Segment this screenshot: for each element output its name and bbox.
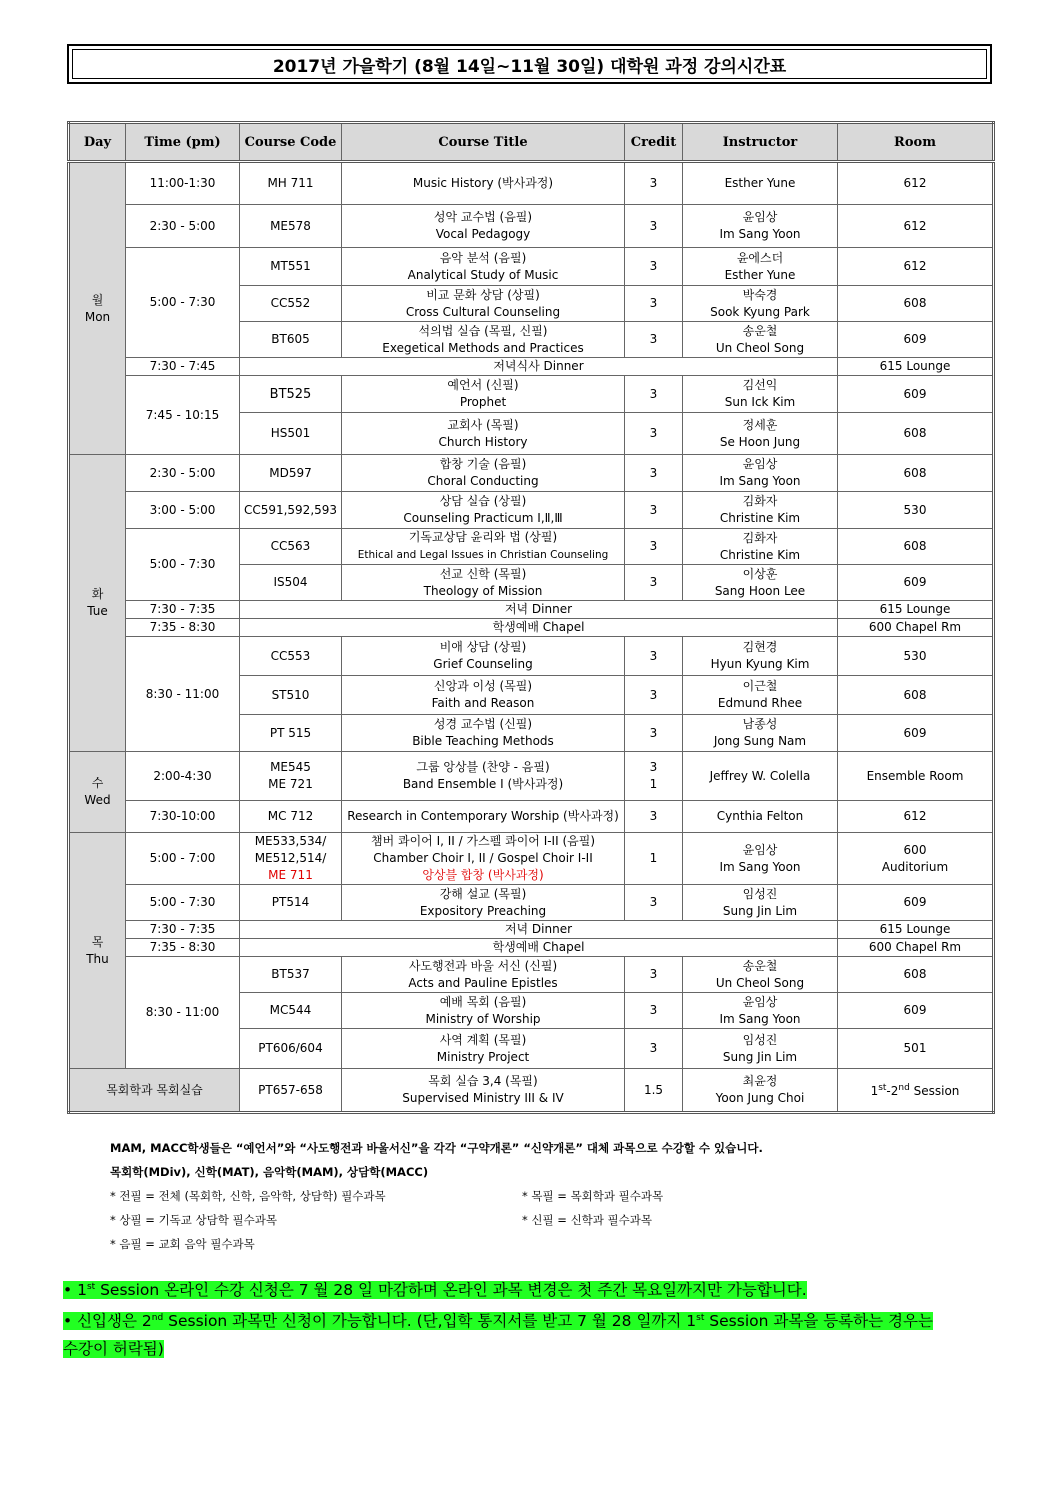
title-en: Exegetical Methods and Practices — [382, 340, 584, 355]
time-cell: 2:30 - 5:00 — [126, 455, 240, 492]
instructor-ko: 임성진 — [742, 1032, 778, 1047]
instructor-cell — [683, 529, 838, 565]
credit-cell: 3 — [625, 162, 683, 205]
time-cell: 8:30 - 11:00 — [126, 637, 240, 752]
header-row — [69, 123, 994, 162]
title-en: Bible Teaching Methods — [412, 734, 554, 748]
instructor-en: Jong Sung Nam — [713, 734, 807, 748]
room-cell: 615 Lounge — [838, 601, 994, 619]
title-cell — [342, 455, 625, 492]
code-line: ME533,534/ — [254, 834, 327, 848]
table-row-practicum — [69, 1069, 994, 1113]
highlight-line-1 — [63, 1273, 933, 1304]
table-row — [69, 162, 994, 205]
hl-text: • 신입생은 2 — [63, 1312, 152, 1331]
room-cell: 600 Chapel Rm — [838, 619, 994, 637]
room-cell: Ensemble Room — [838, 752, 994, 801]
instructor-ko: 임성진 — [742, 886, 778, 901]
break-label: 저녁식사 Dinner — [240, 358, 838, 376]
room-cell: 609 — [838, 715, 994, 752]
credit-cell: 3 — [625, 801, 683, 833]
title-cell — [342, 957, 625, 993]
time-cell: 5:00 - 7:30 — [126, 248, 240, 358]
instructor-cell — [683, 565, 838, 601]
table-row — [69, 455, 994, 492]
day-en: Tue — [87, 604, 108, 618]
instructor-cell: Cynthia Felton — [683, 801, 838, 833]
title-cell — [342, 676, 625, 715]
instructor-cell — [683, 637, 838, 676]
title-ko: 합창 기술 (음필) — [439, 457, 527, 471]
title-red: 앙상블 합창 (박사과정) — [422, 868, 544, 882]
instructor-cell — [683, 1069, 838, 1113]
time-cell: 7:35 - 8:30 — [126, 619, 240, 637]
title-en: Chamber Choir I, II / Gospel Choir I-II — [373, 851, 593, 865]
credit-cell: 3 — [625, 885, 683, 921]
instructor-ko: 윤임상 — [742, 210, 778, 224]
header-room: Room — [838, 123, 994, 162]
code-cell: BT537 — [240, 957, 342, 993]
instructor-cell — [683, 286, 838, 322]
title-ko: 강해 설교 (목필) — [439, 886, 527, 901]
notes-section — [110, 1140, 910, 1260]
code-cell: IS504 — [240, 565, 342, 601]
room-line: Auditorium — [881, 859, 949, 874]
instructor-ko: 박숙경 — [742, 287, 778, 302]
code-cell: ST510 — [240, 676, 342, 715]
time-cell: 7:45 - 10:15 — [126, 376, 240, 455]
day-ko: 목 — [91, 934, 104, 949]
room-cell: 615 Lounge — [838, 921, 994, 939]
credit-cell: 3 — [625, 957, 683, 993]
time-cell: 8:30 - 11:00 — [126, 957, 240, 1069]
instructor-en: Sun Ick Kim — [724, 395, 796, 409]
time-cell: 5:00 - 7:00 — [126, 833, 240, 885]
header-day: Day — [69, 123, 126, 162]
room-part: 1 — [870, 1084, 879, 1098]
title-en: Faith and Reason — [431, 696, 535, 710]
table-row — [69, 885, 994, 921]
instructor-cell: Jeffrey W. Colella — [683, 752, 838, 801]
room-cell — [838, 1069, 994, 1113]
title-en: Counseling Practicum I,Ⅱ,Ⅲ — [403, 511, 563, 525]
title-ko: 목회 실습 3,4 (목필) — [428, 1074, 538, 1088]
code-cell: HS501 — [240, 413, 342, 455]
code-cell: BT525 — [240, 376, 342, 413]
code-line: ME545 — [270, 760, 311, 774]
credit-cell: 3 — [625, 286, 683, 322]
title-ko: 예언서 (신필) — [447, 378, 519, 392]
hl-text: Session 과목을 등록하는 경우는 — [704, 1312, 933, 1331]
room-cell: 609 — [838, 993, 994, 1029]
schedule-table — [67, 121, 995, 1114]
highlight-line-3 — [63, 1335, 933, 1363]
code-line: ME512,514/ — [254, 851, 327, 865]
credit-cell: 3 — [625, 376, 683, 413]
code-cell: PT 515 — [240, 715, 342, 752]
title-en: Vocal Pedagogy — [435, 227, 531, 241]
title-ko: 교회사 (목필) — [447, 417, 519, 432]
instructor-en: Un Cheol Song — [715, 340, 805, 355]
time-cell: 7:30-10:00 — [126, 801, 240, 833]
instructor-cell — [683, 322, 838, 358]
title-en: Theology of Mission — [423, 583, 543, 598]
room-line: 600 — [903, 842, 927, 857]
hl-text: Session 과목만 신청이 가능합니다. (단,입학 통지서를 받고 7 월 28 일까지 1 — [163, 1312, 697, 1331]
room-cell: 609 — [838, 322, 994, 358]
instructor-cell — [683, 957, 838, 993]
code-cell: ME578 — [240, 205, 342, 248]
title-cell — [342, 565, 625, 601]
header-instructor: Instructor — [683, 123, 838, 162]
day-en: Mon — [84, 309, 111, 324]
instructor-en: Sang Hoon Lee — [714, 583, 806, 598]
day-en: Wed — [84, 793, 111, 807]
room-cell: 608 — [838, 676, 994, 715]
credit-cell: 3 — [625, 248, 683, 286]
break-label: 저녁 Dinner — [240, 921, 838, 939]
credit-cell: 3 — [625, 529, 683, 565]
instructor-ko: 윤에스더 — [736, 250, 784, 265]
room-cell: 608 — [838, 413, 994, 455]
header-time: Time (pm) — [126, 123, 240, 162]
title-ko: 선교 신학 (목필) — [439, 566, 527, 581]
title-ko: 성악 교수법 (음필) — [433, 210, 533, 224]
page-title: 2017년 가을학기 (8월 14일~11월 30일) 대학원 과정 강의시간표 — [72, 49, 987, 79]
instructor-ko: 윤임상 — [742, 842, 778, 857]
instructor-en: Im Sang Yoon — [719, 1011, 801, 1026]
credit-line: 3 — [649, 760, 658, 774]
code-cell — [240, 752, 342, 801]
title-cell — [342, 286, 625, 322]
note-item: * 음필 = 교회 음악 필수과목 — [110, 1237, 255, 1251]
header-credit: Credit — [625, 123, 683, 162]
hl-text: • 1 — [63, 1281, 87, 1300]
instructor-ko: 송운철 — [742, 958, 778, 973]
title-cell — [342, 248, 625, 286]
title-cell — [342, 752, 625, 801]
title-en: Supervised Ministry III & IV — [402, 1091, 564, 1105]
title-box — [67, 44, 992, 84]
highlight-notice — [63, 1273, 933, 1363]
table-row — [69, 637, 994, 676]
title-cell — [342, 885, 625, 921]
title-cell — [342, 492, 625, 529]
room-sup: st — [878, 1083, 887, 1093]
table-row — [69, 752, 994, 801]
instructor-ko: 이상훈 — [742, 566, 778, 581]
title-en: Ethical and Legal Issues in Christian Counseling — [357, 549, 609, 561]
title-ko: 챔버 콰이어 I, II / 가스펠 콰이어 I-II (음필) — [371, 834, 595, 848]
title-ko: 신앙과 이성 (목필) — [433, 679, 533, 693]
note-item: * 전필 = 전체 (목회학, 신학, 음악학, 상담학) 필수과목 — [110, 1189, 386, 1203]
instructor-cell — [683, 993, 838, 1029]
table-row — [69, 248, 994, 286]
instructor-cell — [683, 248, 838, 286]
hl-sup: st — [86, 1282, 96, 1292]
title-ko: 음악 분석 (음필) — [439, 250, 527, 265]
time-cell: 2:30 - 5:00 — [126, 205, 240, 248]
header-course-title: Course Title — [342, 123, 625, 162]
title-cell — [342, 205, 625, 248]
note-row — [110, 1188, 910, 1204]
code-cell: PT514 — [240, 885, 342, 921]
instructor-ko: 이근철 — [742, 679, 778, 693]
instructor-en: Se Hoon Jung — [719, 434, 801, 449]
title-ko: 비애 상담 (상필) — [439, 640, 527, 654]
hl-text: 수강이 허락됨) — [63, 1340, 164, 1359]
instructor-ko: 김화자 — [742, 530, 778, 545]
room-cell: 615 Lounge — [838, 358, 994, 376]
instructor-cell — [683, 376, 838, 413]
code-cell: MC544 — [240, 993, 342, 1029]
time-cell: 7:35 - 8:30 — [126, 939, 240, 957]
table-row — [69, 957, 994, 993]
instructor-ko: 윤임상 — [742, 457, 778, 471]
title-cell — [342, 833, 625, 885]
credit-cell: 3 — [625, 715, 683, 752]
title-ko: 예배 목회 (음필) — [439, 994, 527, 1009]
title-en: Ministry of Worship — [425, 1011, 541, 1026]
title-en: Acts and Pauline Epistles — [408, 975, 558, 990]
practicum-label: 목회학과 목회실습 — [69, 1069, 240, 1113]
code-cell — [240, 833, 342, 885]
instructor-en: Sung Jin Lim — [722, 903, 798, 918]
credit-cell: 3 — [625, 637, 683, 676]
instructor-ko: 정세훈 — [742, 417, 778, 432]
title-cell — [342, 993, 625, 1029]
day-cell-thu — [69, 833, 126, 1069]
day-cell-wed — [69, 752, 126, 833]
credit-cell: 3 — [625, 565, 683, 601]
table-row — [69, 376, 994, 413]
credit-cell: 3 — [625, 993, 683, 1029]
title-en: Ministry Project — [436, 1049, 530, 1064]
instructor-cell — [683, 413, 838, 455]
instructor-cell — [683, 492, 838, 529]
title-cell — [342, 376, 625, 413]
instructor-ko: 김화자 — [742, 494, 778, 508]
title-cell — [342, 413, 625, 455]
instructor-en: Yoon Jung Choi — [715, 1091, 805, 1105]
instructor-en: Im Sang Yoon — [719, 474, 801, 488]
room-cell: 530 — [838, 492, 994, 529]
code-line: ME 721 — [268, 777, 313, 791]
code-cell: BT605 — [240, 322, 342, 358]
room-cell: 530 — [838, 637, 994, 676]
code-cell: MD597 — [240, 455, 342, 492]
time-cell: 5:00 - 7:30 — [126, 885, 240, 921]
note-item: * 상필 = 기독교 상담학 필수과목 — [110, 1213, 277, 1227]
room-cell: 608 — [838, 286, 994, 322]
instructor-cell — [683, 205, 838, 248]
title-ko: 석의법 실습 (목필, 신필) — [418, 323, 548, 338]
room-cell: 612 — [838, 248, 994, 286]
instructor-en: Hyun Kyung Kim — [710, 657, 810, 671]
day-cell-mon — [69, 162, 126, 455]
code-cell: MT551 — [240, 248, 342, 286]
instructor-ko: 남종성 — [742, 717, 778, 731]
instructor-cell — [683, 676, 838, 715]
room-cell: 609 — [838, 885, 994, 921]
instructor-cell — [683, 1029, 838, 1069]
instructor-cell: Esther Yune — [683, 162, 838, 205]
instructor-en: Im Sang Yoon — [719, 859, 801, 874]
header-course-code: Course Code — [240, 123, 342, 162]
title-cell — [342, 322, 625, 358]
day-ko: 화 — [91, 587, 104, 601]
credit-cell: 3 — [625, 455, 683, 492]
day-cell-tue — [69, 455, 126, 752]
break-label: 저녁 Dinner — [240, 601, 838, 619]
hl-sup: nd — [151, 1313, 164, 1324]
break-label: 학생예배 Chapel — [240, 939, 838, 957]
note-line: 목회학(MDiv), 신학(MAT), 음악학(MAM), 상담학(MACC) — [110, 1165, 429, 1179]
code-cell: CC553 — [240, 637, 342, 676]
instructor-ko: 송운철 — [742, 323, 778, 338]
note-row — [110, 1212, 910, 1228]
instructor-en: Esther Yune — [724, 267, 796, 282]
title-ko: 그룹 앙상블 (찬양 - 음필) — [416, 760, 550, 774]
highlight-line-2 — [63, 1304, 933, 1335]
instructor-ko: 최윤정 — [742, 1074, 778, 1088]
instructor-en: Un Cheol Song — [715, 975, 805, 990]
instructor-en: Christine Kim — [719, 511, 801, 525]
room-cell: 501 — [838, 1029, 994, 1069]
credit-cell — [625, 752, 683, 801]
code-cell: PT657-658 — [240, 1069, 342, 1113]
title-ko: 기독교상담 윤리와 법 (상필) — [408, 530, 558, 544]
room-cell: 608 — [838, 529, 994, 565]
instructor-cell — [683, 885, 838, 921]
title-cell — [342, 715, 625, 752]
instructor-cell — [683, 833, 838, 885]
code-cell: PT606/604 — [240, 1029, 342, 1069]
credit-cell: 1 — [625, 833, 683, 885]
room-cell: 609 — [838, 376, 994, 413]
code-cell: MH 711 — [240, 162, 342, 205]
code-cell: CC563 — [240, 529, 342, 565]
room-cell: 609 — [838, 565, 994, 601]
time-cell: 2:00-4:30 — [126, 752, 240, 801]
instructor-ko: 김현경 — [742, 640, 778, 654]
note-row — [110, 1236, 910, 1252]
day-ko: 월 — [91, 292, 104, 307]
code-cell: CC591,592,593 — [240, 492, 342, 529]
instructor-en: Sung Jin Lim — [722, 1049, 798, 1064]
table-row-break — [69, 601, 994, 619]
credit-cell: 1.5 — [625, 1069, 683, 1113]
break-label: 학생예배 Chapel — [240, 619, 838, 637]
room-cell: 608 — [838, 455, 994, 492]
title-en: Band Ensemble I (박사과정) — [402, 777, 564, 791]
table-row — [69, 529, 994, 565]
hl-sup: st — [696, 1313, 705, 1324]
credit-cell: 3 — [625, 1029, 683, 1069]
hl-text: Session 온라인 수강 신청은 7 월 28 일 마감하며 온라인 과목 변경은 첫 주간 목요일까지만 가능합니다. — [95, 1281, 807, 1300]
title-cell — [342, 1029, 625, 1069]
room-sup: nd — [898, 1083, 910, 1093]
time-cell: 7:30 - 7:45 — [126, 358, 240, 376]
instructor-en: Christine Kim — [719, 547, 801, 562]
title-ko: 비교 문화 상담 (상필) — [426, 287, 540, 302]
instructor-en: Sook Kyung Park — [710, 304, 810, 319]
time-cell: 11:00-1:30 — [126, 162, 240, 205]
instructor-ko: 윤임상 — [742, 994, 778, 1009]
day-en: Thu — [86, 951, 109, 966]
time-cell: 7:30 - 7:35 — [126, 921, 240, 939]
instructor-cell — [683, 715, 838, 752]
table-row-break — [69, 619, 994, 637]
room-cell: 612 — [838, 205, 994, 248]
table-row — [69, 205, 994, 248]
code-line-red: ME 711 — [268, 868, 313, 882]
table-row — [69, 801, 994, 833]
note-item: * 목필 = 목회학과 필수과목 — [522, 1189, 664, 1203]
room-part: -2 — [886, 1084, 899, 1098]
title-ko: 성경 교수법 (신필) — [433, 717, 533, 731]
title-ko: 사역 계획 (목필) — [439, 1032, 527, 1047]
table-row-break — [69, 921, 994, 939]
title-cell: Music History (박사과정) — [342, 162, 625, 205]
time-cell: 5:00 - 7:30 — [126, 529, 240, 601]
instructor-en: Edmund Rhee — [717, 696, 803, 710]
title-en: Analytical Study of Music — [407, 267, 559, 282]
note-item: * 신필 = 신학과 필수과목 — [522, 1213, 652, 1227]
title-en: Expository Preaching — [419, 903, 547, 918]
credit-cell: 3 — [625, 492, 683, 529]
table-row-break — [69, 939, 994, 957]
room-cell — [838, 833, 994, 885]
title-en: Prophet — [459, 395, 507, 409]
title-en: Grief Counseling — [433, 657, 533, 671]
table-row — [69, 833, 994, 885]
code-cell: CC552 — [240, 286, 342, 322]
time-cell: 3:00 - 5:00 — [126, 492, 240, 529]
title-ko: 상담 실습 (상필) — [439, 494, 527, 508]
day-ko: 수 — [91, 776, 104, 790]
instructor-en: Im Sang Yoon — [719, 227, 801, 241]
instructor-cell — [683, 455, 838, 492]
title-cell — [342, 637, 625, 676]
note-line: MAM, MACC학생들은 “예언서”와 “사도행전과 바울서신”을 각각 “구약개론” “신약개론” 대체 과목으로 수강할 수 있습니다. — [110, 1141, 763, 1155]
room-cell: 612 — [838, 162, 994, 205]
title-en: Choral Conducting — [427, 474, 539, 488]
credit-cell: 3 — [625, 413, 683, 455]
room-cell: 612 — [838, 801, 994, 833]
code-cell: MC 712 — [240, 801, 342, 833]
room-cell: 600 Chapel Rm — [838, 939, 994, 957]
title-en: Cross Cultural Counseling — [405, 304, 561, 319]
table-row-break — [69, 358, 994, 376]
room-cell: 608 — [838, 957, 994, 993]
credit-cell: 3 — [625, 322, 683, 358]
instructor-ko: 김선익 — [742, 378, 778, 392]
title-cell — [342, 529, 625, 565]
credit-cell: 3 — [625, 676, 683, 715]
time-cell: 7:30 - 7:35 — [126, 601, 240, 619]
table-row — [69, 492, 994, 529]
title-cell: Research in Contemporary Worship (박사과정) — [342, 801, 625, 833]
room-part: Session — [909, 1084, 960, 1098]
title-ko: 사도행전과 바울 서신 (신필) — [408, 958, 558, 973]
title-cell — [342, 1069, 625, 1113]
credit-cell: 3 — [625, 205, 683, 248]
title-en: Church History — [438, 434, 528, 449]
credit-line: 1 — [649, 777, 658, 791]
